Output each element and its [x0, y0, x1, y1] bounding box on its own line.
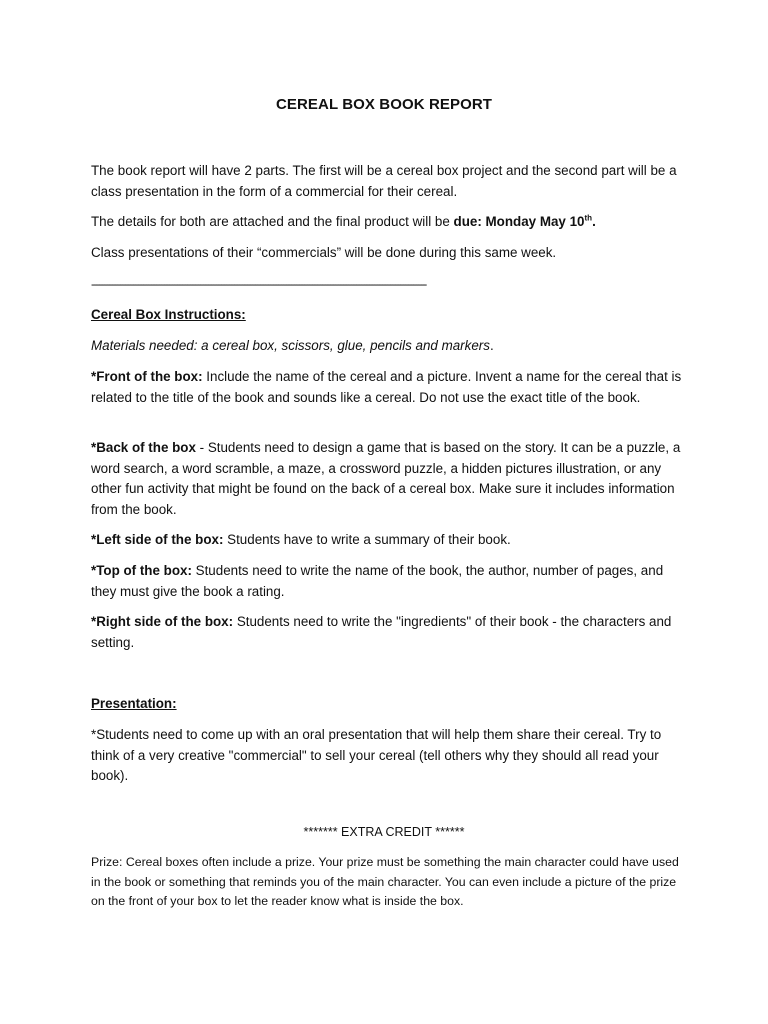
- back-label: *Back of the box: [91, 440, 196, 455]
- intro-paragraph-1: The book report will have 2 parts. The first will be a cereal box project and the second part will be a class presentation in the form of a commercial for their cereal.: [91, 163, 677, 199]
- due-date-suffix: th: [584, 213, 593, 223]
- intro-paragraph-2: [91, 212, 691, 233]
- due-label: due:: [453, 214, 482, 229]
- left-label: *Left side of the box:: [91, 532, 224, 547]
- cereal-box-heading: Cereal Box Instructions:: [91, 307, 246, 322]
- top-label: *Top of the box:: [91, 563, 192, 578]
- back-of-box-instruction: [91, 438, 691, 520]
- due-date: Monday May 10th.: [485, 213, 596, 229]
- extra-credit-text: Prize: Cereal boxes often include a prize. Your prize must be something the main character could have used in the book or something that reminds you of the main character. You can even include a picture of the prize on the front of your box to let the reader know what is inside the box.: [91, 855, 679, 908]
- materials-line: Materials needed: a cereal box, scissors, glue, pencils and markers.: [91, 338, 494, 353]
- top-of-box-instruction: [91, 561, 691, 602]
- right-label: *Right side of the box:: [91, 614, 234, 629]
- presentation-text: *Students need to come up with an oral presentation that will help them share their cereal. Try to think of a very creative "commercial" to sell your cereal (tell others why they should all read your book).: [91, 727, 662, 783]
- front-label: *Front of the box:: [91, 369, 203, 384]
- intro-paragraph-3: Class presentations of their “commercials” will be done during this same week.: [91, 245, 557, 260]
- right-text: Students need to write the "ingredients" of their book - the characters and setting.: [91, 614, 672, 650]
- front-of-box-instruction: [91, 367, 691, 408]
- top-text: Students need to write the name of the book, the author, number of pages, and they must give the book a rating.: [91, 563, 664, 599]
- left-side-instruction: [91, 530, 691, 551]
- presentation-heading: Presentation:: [91, 696, 177, 711]
- extra-credit-heading: ******* EXTRA CREDIT ******: [303, 825, 465, 839]
- right-side-instruction: [91, 612, 691, 653]
- page-title: CEREAL BOX BOOK REPORT: [275, 96, 493, 113]
- front-text: Include the name of the cereal and a picture. Invent a name for the cereal that is related to the title of the book and sounds like a cereal. Do not use the exact title of the book.: [91, 369, 682, 405]
- back-text: - Students need to design a game that is based on the story. It can be a puzzle, a word search, a word scramble, a maze, a crossword puzzle, a hidden pictures illustration, or any other fun activity that might be found on the back of a cereal box. Make sure it includes information from the book.: [91, 440, 681, 517]
- divider-line: ---------------------------------------------------------------------------------------------------------------------------------: [91, 277, 426, 291]
- materials-text: Materials needed: a cereal box, scissors, glue, pencils and markers: [91, 338, 490, 353]
- left-text: Students have to write a summary of their book.: [223, 532, 511, 547]
- due-intro-text: The details for both are attached and the final product will be: [91, 214, 454, 229]
